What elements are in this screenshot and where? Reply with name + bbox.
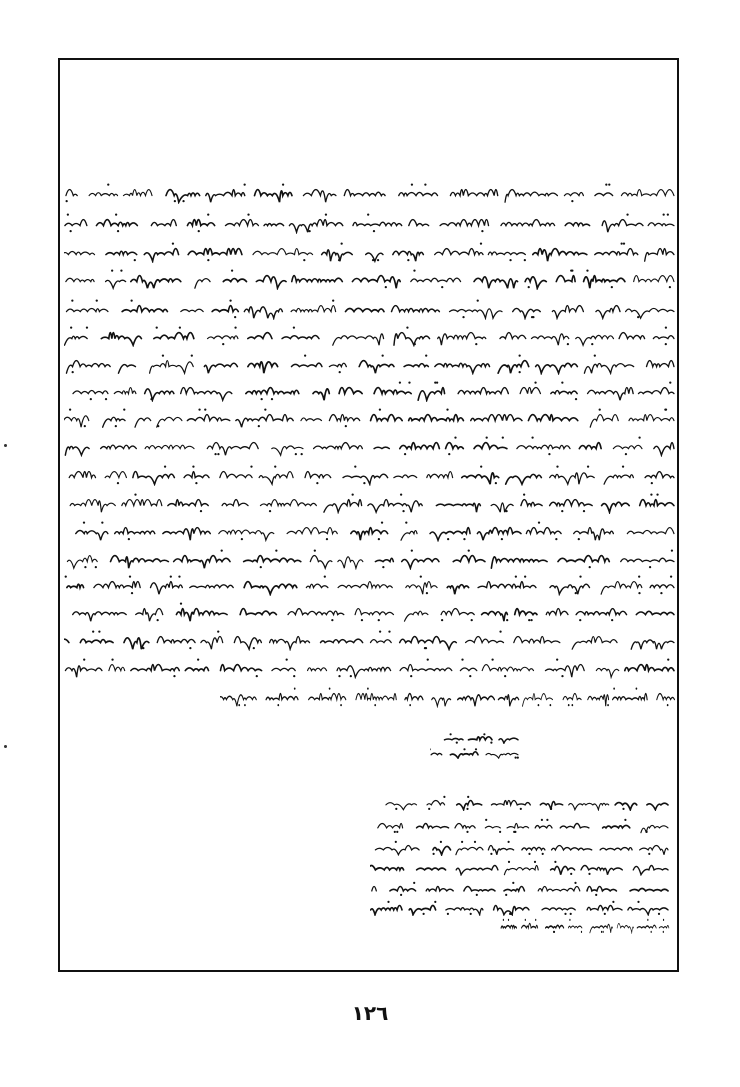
note-line	[430, 748, 520, 759]
transmission-line	[370, 860, 670, 876]
note-line	[430, 733, 520, 744]
manuscript-line	[64, 325, 676, 347]
transmission-line	[370, 881, 670, 897]
manuscript-line	[64, 574, 676, 596]
manuscript-line	[64, 548, 676, 570]
transmission-line	[370, 840, 670, 856]
manuscript-line	[64, 520, 676, 542]
transmission-line	[500, 918, 670, 934]
transmission-line	[370, 795, 670, 811]
manuscript-line	[64, 629, 676, 651]
manuscript-line	[64, 182, 676, 204]
page-number: ١٢٦	[351, 1001, 389, 1025]
manuscript-line	[64, 492, 676, 514]
transmission-line	[370, 818, 670, 834]
margin-mark	[4, 444, 7, 447]
manuscript-line	[64, 353, 676, 375]
manuscript-line	[64, 241, 676, 263]
manuscript-line	[64, 380, 676, 402]
manuscript-line	[64, 298, 676, 320]
manuscript-line	[64, 657, 676, 679]
manuscript-line	[220, 686, 676, 708]
manuscript-line	[64, 601, 676, 623]
manuscript-line	[64, 212, 676, 234]
transmission-line	[370, 900, 670, 916]
manuscript-line	[64, 464, 676, 486]
margin-mark	[4, 745, 7, 748]
manuscript-line	[64, 268, 676, 290]
manuscript-line	[64, 407, 676, 429]
manuscript-line	[64, 435, 676, 457]
